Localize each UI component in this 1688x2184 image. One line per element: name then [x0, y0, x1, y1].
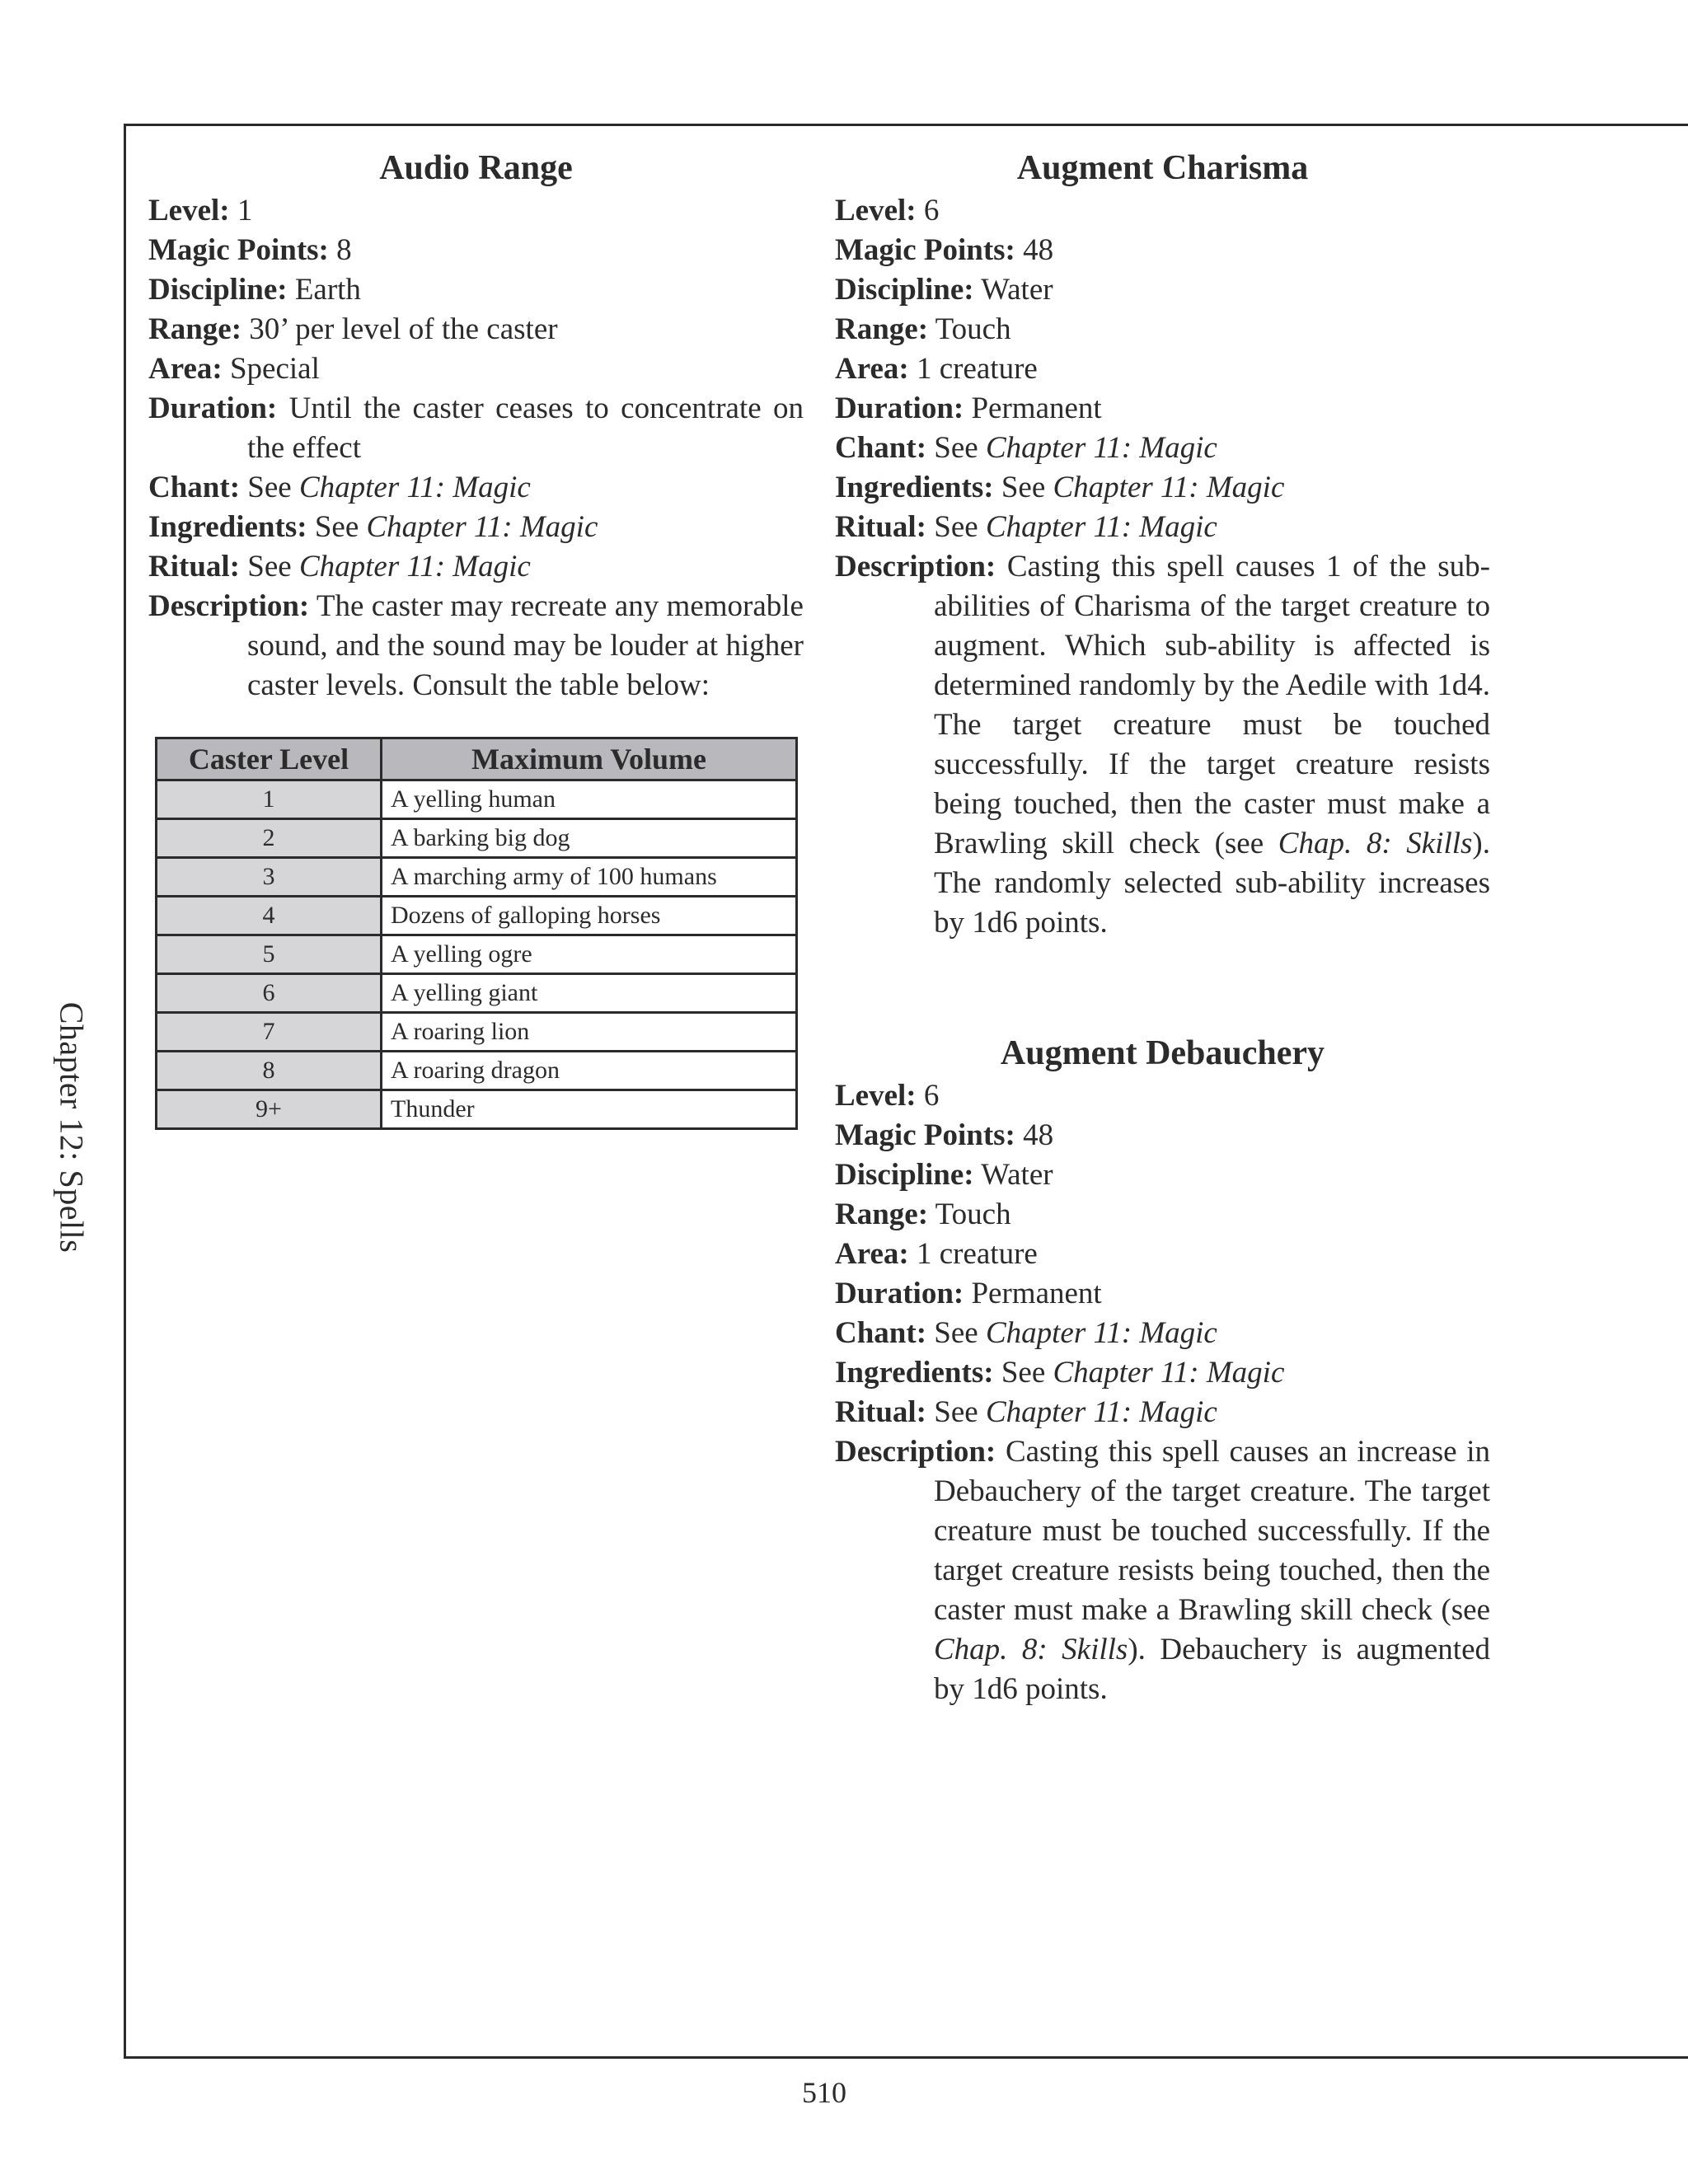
ritual-label: Ritual: — [148, 550, 240, 583]
maximum-volume-cell: A yelling ogre — [382, 935, 797, 974]
caster-level-cell: 8 — [157, 1052, 382, 1090]
discipline-label: Discipline: — [148, 273, 288, 307]
magic-points-value: 48 — [1023, 233, 1054, 267]
description-text: Casting this spell causes an increase in Debauchery of the target creature. The target creature must be touched successfully. If the target creature resists being touched, then the caster must make a Brawling skill check (see — [934, 1435, 1491, 1627]
discipline-row — [835, 270, 1490, 310]
table-row — [157, 1013, 797, 1052]
range-value: Touch — [935, 312, 1011, 346]
caster-level-cell: 3 — [157, 858, 382, 897]
see-text: See — [247, 550, 292, 583]
caster-level-cell: 9+ — [157, 1090, 382, 1129]
description-label: Description: — [148, 589, 310, 623]
magic-points-value: 8 — [336, 233, 352, 267]
ingredients-row — [148, 508, 804, 547]
area-row — [835, 349, 1490, 389]
ingredients-label: Ingredients: — [148, 510, 307, 544]
range-row — [148, 310, 804, 349]
table-row — [157, 858, 797, 897]
spell-title: Augment Charisma — [1016, 149, 1309, 187]
chant-label: Chant: — [835, 1316, 927, 1350]
table-row — [157, 780, 797, 819]
description-text: Casting this spell causes 1 of the sub-abilities of Charisma of the target creature to augment. Which sub-ability is affected is determined randomly by the Aedile with 1d4. The target creature must be touched successfully. If the target creature resists being touched, then the caster must make a Brawling skill check (see — [934, 550, 1491, 860]
chapter-reference: Chapter 11: Magic — [366, 510, 598, 544]
table-row — [157, 974, 797, 1013]
see-text: See — [934, 1395, 978, 1429]
spell-title: Augment Debauchery — [1000, 1034, 1325, 1072]
maximum-volume-cell: A yelling giant — [382, 974, 797, 1013]
maximum-volume-cell: A roaring dragon — [382, 1052, 797, 1090]
description-label: Description: — [835, 1435, 996, 1469]
level-row — [835, 191, 1490, 231]
level-label: Level: — [835, 194, 917, 227]
duration-value: Permanent — [971, 1277, 1102, 1310]
see-text: See — [934, 510, 978, 544]
magic-points-label: Magic Points: — [835, 233, 1015, 267]
duration-value: Permanent — [971, 391, 1102, 425]
table-header-row — [157, 738, 797, 780]
chant-row — [835, 1314, 1490, 1353]
caster-level-cell: 6 — [157, 974, 382, 1013]
area-value: 1 creature — [916, 1237, 1038, 1271]
chant-label: Chant: — [835, 431, 927, 465]
right-column — [835, 147, 1490, 1709]
section-spacer — [835, 943, 1490, 1032]
see-text: See — [1001, 1356, 1046, 1390]
discipline-value: Earth — [294, 273, 361, 307]
area-label: Area: — [835, 352, 909, 386]
chant-row — [148, 468, 804, 508]
chapter-reference: Chapter 11: Magic — [985, 431, 1217, 465]
caster-level-cell: 7 — [157, 1013, 382, 1052]
level-label: Level: — [148, 194, 230, 227]
ritual-row — [148, 547, 804, 587]
caster-level-cell: 5 — [157, 935, 382, 974]
table-row — [157, 897, 797, 935]
area-row — [148, 349, 804, 389]
level-row — [835, 1076, 1490, 1116]
range-value: Touch — [935, 1197, 1011, 1231]
caster-level-cell: 4 — [157, 897, 382, 935]
area-row — [835, 1235, 1490, 1274]
ingredients-row — [835, 468, 1490, 508]
level-value: 6 — [923, 194, 940, 227]
range-label: Range: — [835, 1197, 929, 1231]
discipline-value: Water — [981, 273, 1053, 307]
duration-label: Duration: — [835, 391, 964, 425]
level-label: Level: — [835, 1079, 917, 1113]
range-row — [835, 310, 1490, 349]
discipline-label: Discipline: — [835, 273, 974, 307]
duration-label: Duration: — [835, 1277, 964, 1310]
skills-reference: Chap. 8: Skills — [1278, 827, 1473, 860]
range-row — [835, 1195, 1490, 1235]
see-text: See — [247, 471, 292, 504]
range-label: Range: — [148, 312, 242, 346]
chapter-reference: Chapter 11: Magic — [1053, 1356, 1285, 1390]
discipline-label: Discipline: — [835, 1158, 974, 1192]
description-text: The caster may recreate any memorable sound, and the sound may be louder at higher caster levels. Consult the table below: — [247, 589, 804, 702]
skills-reference: Chap. 8: Skills — [934, 1633, 1128, 1666]
description-text-end: ). Debauchery is augmented by 1d6 points. — [934, 1633, 1490, 1706]
description-row — [835, 547, 1490, 943]
magic-points-label: Magic Points: — [148, 233, 329, 267]
chapter-reference: Chapter 11: Magic — [985, 1395, 1217, 1429]
see-text: See — [934, 431, 978, 465]
level-value: 1 — [237, 194, 253, 227]
volume-table — [155, 737, 798, 1130]
chapter-reference: Chapter 11: Magic — [298, 550, 531, 583]
chapter-reference: Chapter 11: Magic — [1053, 471, 1285, 504]
maximum-volume-cell: A barking big dog — [382, 819, 797, 858]
page-number: 510 — [802, 2076, 846, 2109]
table-row — [157, 819, 797, 858]
spell-title: Audio Range — [379, 149, 573, 187]
caster-level-cell: 2 — [157, 819, 382, 858]
maximum-volume-cell: A roaring lion — [382, 1013, 797, 1052]
magic-points-value: 48 — [1023, 1118, 1054, 1152]
magic-points-row — [148, 231, 804, 270]
chapter-reference: Chapter 11: Magic — [985, 510, 1217, 544]
table-row — [157, 935, 797, 974]
chapter-reference: Chapter 11: Magic — [298, 471, 531, 504]
duration-row — [148, 389, 804, 468]
maximum-volume-cell: A yelling human — [382, 780, 797, 819]
table-row — [157, 1052, 797, 1090]
duration-row — [835, 1274, 1490, 1314]
discipline-value: Water — [981, 1158, 1053, 1192]
maximum-volume-cell: Dozens of galloping horses — [382, 897, 797, 935]
ingredients-label: Ingredients: — [835, 1356, 994, 1390]
description-row — [148, 587, 804, 705]
see-text: See — [314, 510, 359, 544]
see-text: See — [1001, 471, 1046, 504]
range-label: Range: — [835, 312, 929, 346]
magic-points-row — [835, 1116, 1490, 1155]
magic-points-label: Magic Points: — [835, 1118, 1015, 1152]
spell-augment-debauchery — [835, 1032, 1490, 1709]
table-row — [157, 1090, 797, 1129]
description-text-end: ). The randomly selected sub-ability increases by 1d6 points. — [934, 827, 1490, 940]
description-label: Description: — [835, 550, 996, 583]
area-label: Area: — [835, 1237, 909, 1271]
ritual-row — [835, 508, 1490, 547]
ritual-label: Ritual: — [835, 510, 926, 544]
range-value: 30’ per level of the caster — [249, 312, 558, 346]
column-header-maximum-volume: Maximum Volume — [382, 738, 797, 780]
area-label: Area: — [148, 352, 223, 386]
chant-row — [835, 429, 1490, 468]
ritual-row — [835, 1393, 1490, 1432]
maximum-volume-cell: Thunder — [382, 1090, 797, 1129]
chapter-reference: Chapter 11: Magic — [985, 1316, 1217, 1350]
spell-augment-charisma — [835, 147, 1490, 943]
level-row — [148, 191, 804, 231]
chapter-side-label: Chapter 12: Spells — [53, 1001, 91, 1254]
area-value: 1 creature — [916, 352, 1038, 386]
caster-level-cell: 1 — [157, 780, 382, 819]
level-value: 6 — [923, 1079, 940, 1113]
discipline-row — [148, 270, 804, 310]
duration-value: Until the caster ceases to concentrate on the effect — [247, 391, 804, 465]
duration-label: Duration: — [148, 391, 278, 425]
spell-audio-range — [148, 147, 804, 1130]
duration-row — [835, 389, 1490, 429]
chant-label: Chant: — [148, 471, 241, 504]
ritual-label: Ritual: — [835, 1395, 926, 1429]
magic-points-row — [835, 231, 1490, 270]
see-text: See — [934, 1316, 978, 1350]
maximum-volume-cell: A marching army of 100 humans — [382, 858, 797, 897]
area-value: Special — [229, 352, 320, 386]
ingredients-row — [835, 1353, 1490, 1393]
ingredients-label: Ingredients: — [835, 471, 994, 504]
discipline-row — [835, 1155, 1490, 1195]
column-header-caster-level: Caster Level — [157, 738, 382, 780]
description-row — [835, 1432, 1490, 1709]
